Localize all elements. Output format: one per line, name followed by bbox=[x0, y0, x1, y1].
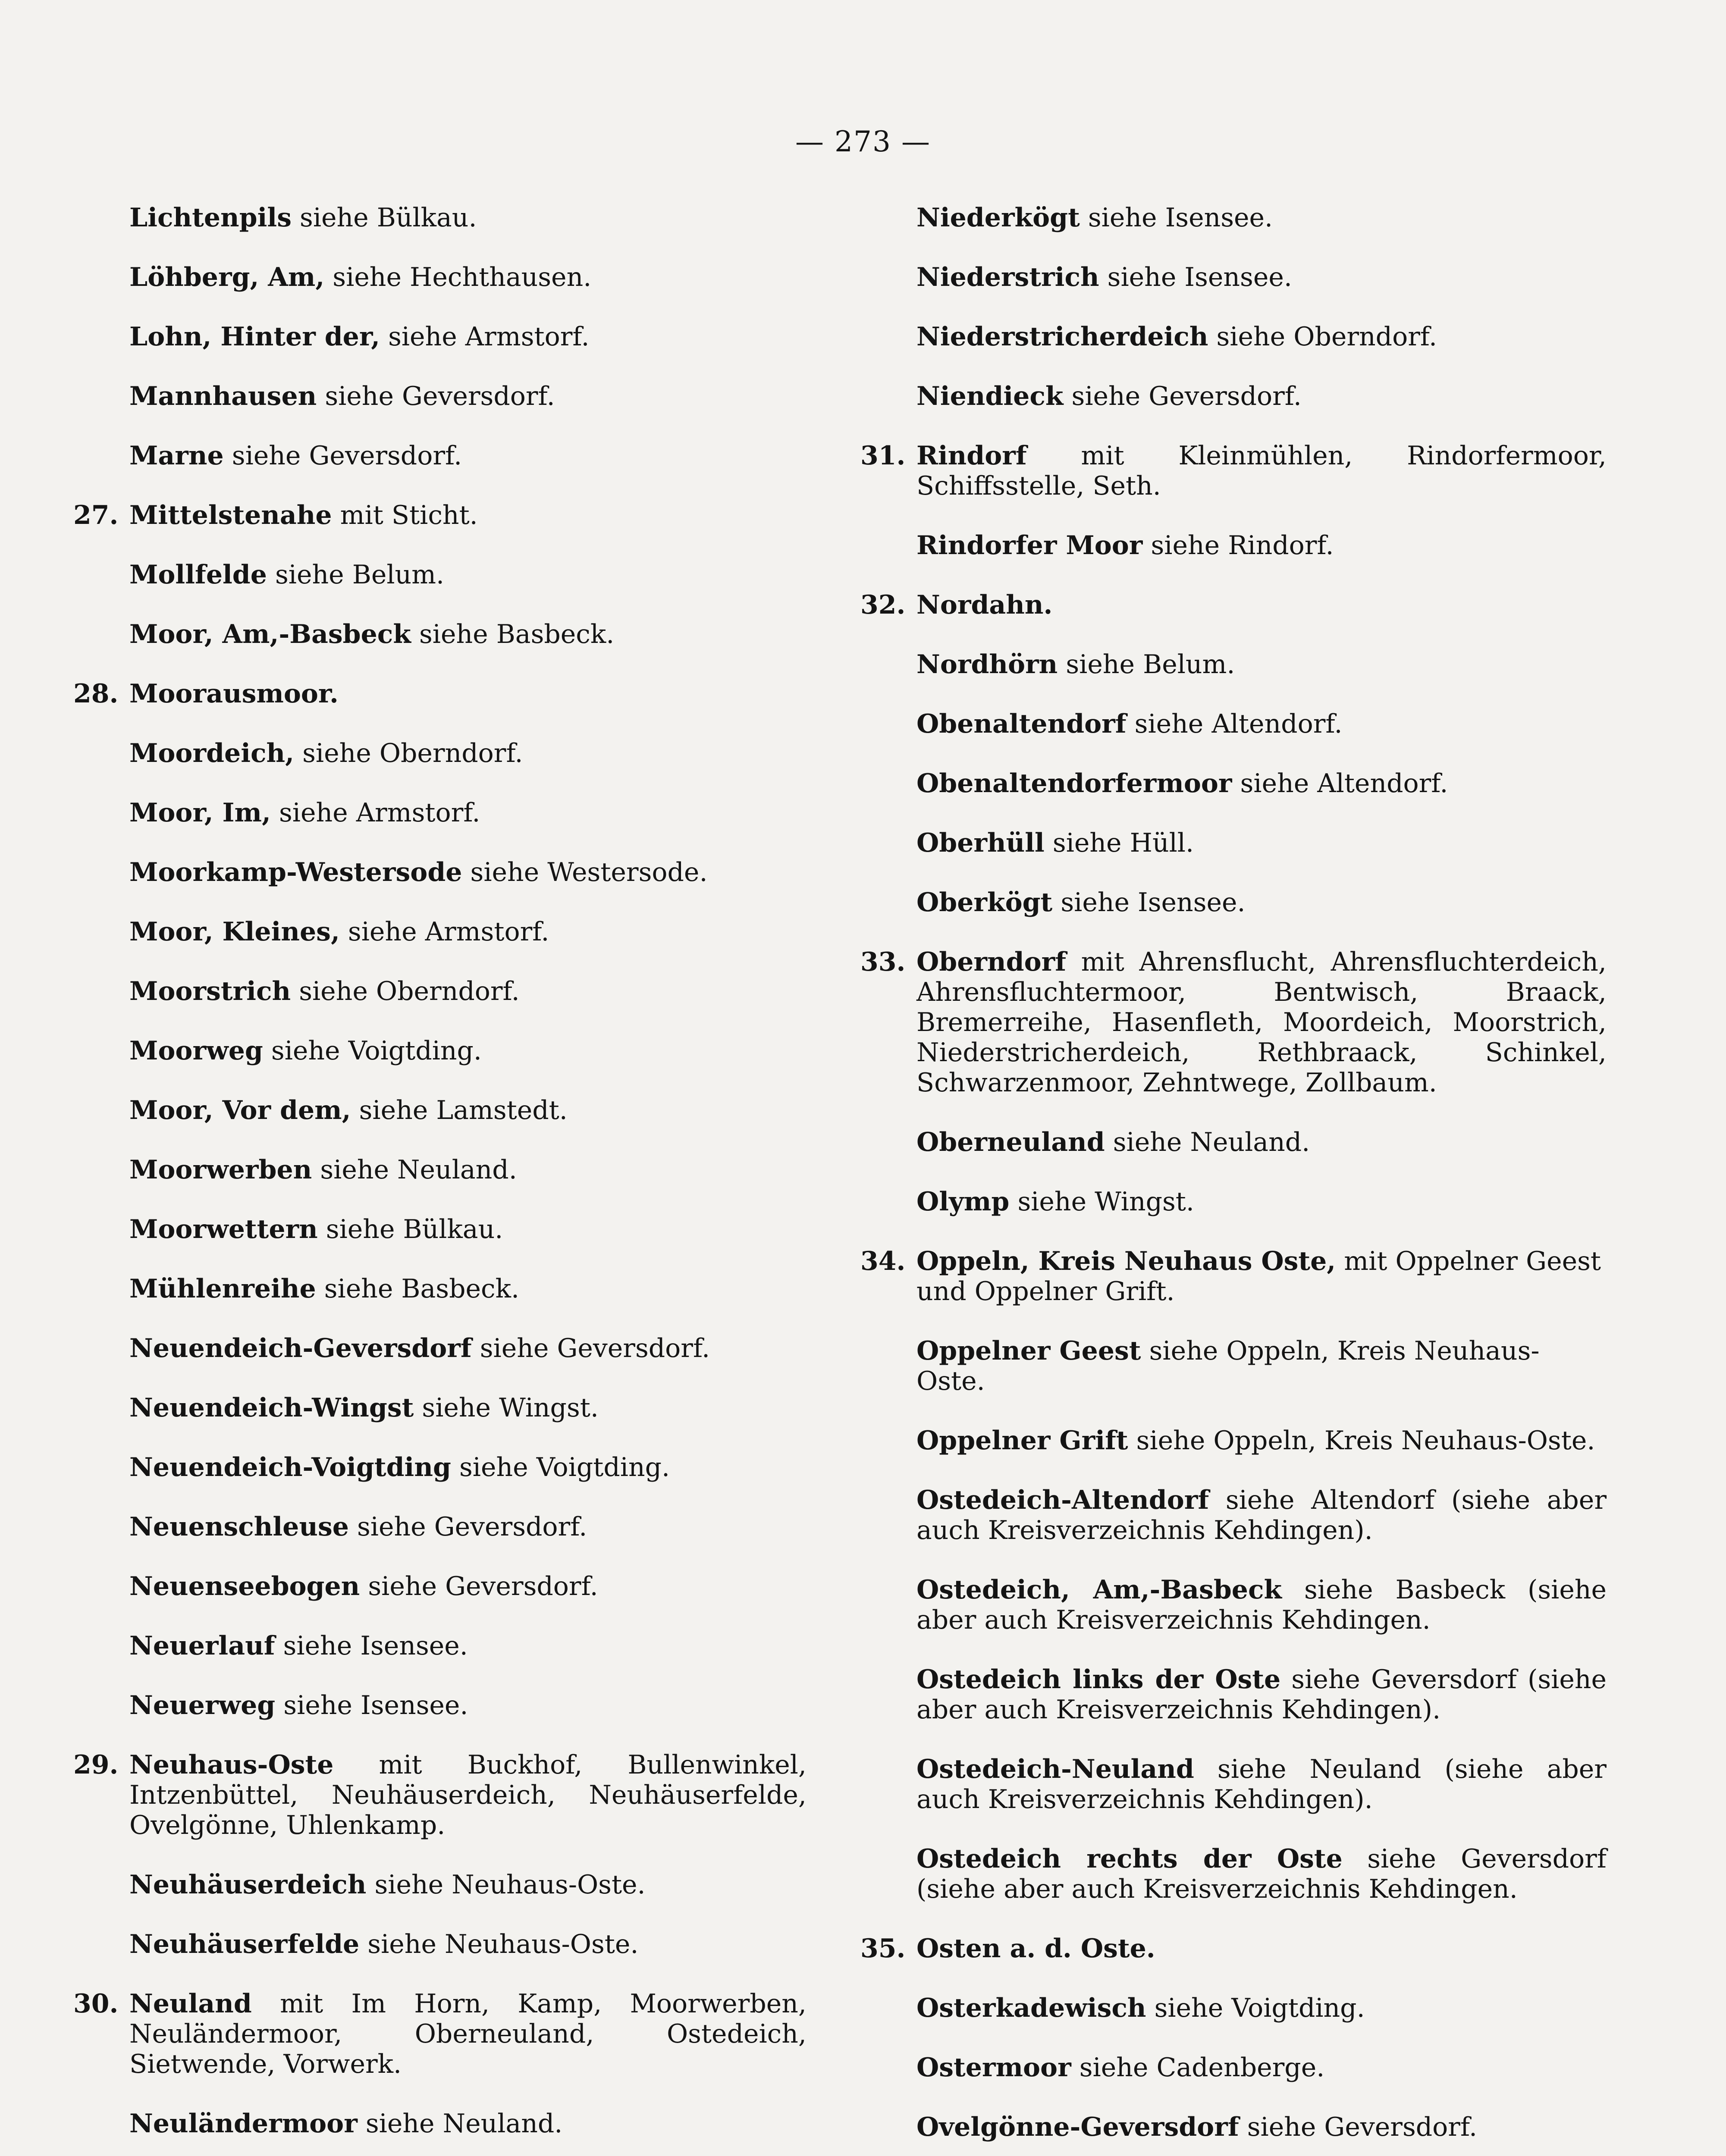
place-name: Niederkögt bbox=[916, 203, 1080, 233]
entry-reference: siehe Oberndorf. bbox=[291, 976, 520, 1006]
index-entry bbox=[860, 828, 1607, 858]
entry-number: 35. bbox=[860, 1934, 906, 1964]
entry-text bbox=[73, 1750, 807, 1840]
entry-text bbox=[73, 679, 807, 709]
place-name: Neuendeich-Voigtding bbox=[129, 1452, 451, 1482]
entry-reference: siehe Neuland. bbox=[1105, 1127, 1310, 1157]
entry-reference: siehe Belum. bbox=[1058, 649, 1235, 680]
entry-text bbox=[73, 322, 807, 352]
entry-number: 28. bbox=[73, 679, 119, 709]
place-name: Neuendeich-Wingst bbox=[129, 1393, 414, 1423]
place-name: Lichtenpils bbox=[129, 203, 292, 233]
entry-number: 30. bbox=[73, 1989, 119, 2019]
index-entry bbox=[860, 2112, 1607, 2142]
entry-reference: siehe Isensee. bbox=[1052, 887, 1246, 918]
entry-number: 27. bbox=[73, 500, 119, 530]
index-entry bbox=[73, 857, 807, 887]
left-column bbox=[73, 203, 807, 2156]
entry-number: 33. bbox=[860, 947, 906, 977]
index-entry bbox=[860, 1754, 1607, 1814]
entry-text bbox=[73, 262, 807, 292]
index-entry bbox=[860, 322, 1607, 352]
place-name: Ostermoor bbox=[916, 2053, 1071, 2083]
index-entry bbox=[73, 1155, 807, 1185]
index-entry bbox=[73, 1274, 807, 1304]
entry-number: 29. bbox=[73, 1750, 119, 1780]
place-name: Neuerlauf bbox=[129, 1631, 275, 1661]
entry-reference: siehe Geversdorf. bbox=[348, 1512, 587, 1542]
index-entry bbox=[73, 1750, 807, 1840]
place-name: Osterkadewisch bbox=[916, 1993, 1146, 2023]
entry-text bbox=[73, 441, 807, 471]
index-entry bbox=[860, 1127, 1607, 1157]
place-name: Mannhausen bbox=[129, 381, 317, 411]
index-entry bbox=[860, 1993, 1607, 2023]
entry-text bbox=[73, 917, 807, 947]
place-name: Neuendeich-Geversdorf bbox=[129, 1333, 472, 1363]
index-entry bbox=[860, 530, 1607, 561]
index-entry bbox=[73, 560, 807, 590]
index-entry bbox=[860, 1934, 1607, 1964]
index-entry bbox=[860, 590, 1607, 620]
place-name: Moordeich, bbox=[129, 738, 295, 768]
place-name: Neuenschleuse bbox=[129, 1512, 349, 1542]
index-entry bbox=[73, 1870, 807, 1900]
entry-reference: siehe Neuland. bbox=[357, 2109, 563, 2139]
place-name: Neuländermoor bbox=[129, 2109, 358, 2139]
entry-reference: siehe Basbeck. bbox=[316, 1274, 520, 1304]
index-entry bbox=[73, 798, 807, 828]
entry-reference: siehe Cadenberge. bbox=[1071, 2053, 1325, 2083]
place-name: Moorwettern bbox=[129, 1214, 318, 1244]
index-entry bbox=[860, 1575, 1607, 1635]
entry-reference: siehe Isensee. bbox=[275, 1690, 468, 1720]
index-entry bbox=[73, 1989, 807, 2079]
entry-text bbox=[860, 1664, 1607, 1725]
entry-text bbox=[73, 1095, 807, 1125]
entry-text bbox=[860, 322, 1607, 352]
place-name: Mühlenreihe bbox=[129, 1274, 316, 1304]
place-name: Neuhäuserdeich bbox=[129, 1870, 367, 1900]
place-name: Ostedeich rechts der Oste bbox=[916, 1844, 1343, 1874]
place-name: Obenaltendorfermoor bbox=[916, 768, 1232, 799]
entry-text bbox=[73, 738, 807, 768]
entry-reference: siehe Voigtding. bbox=[1146, 1993, 1365, 2023]
index-entry bbox=[860, 887, 1607, 918]
entry-text bbox=[73, 500, 807, 530]
entry-text bbox=[73, 2109, 807, 2139]
index-entry bbox=[860, 1187, 1607, 1217]
entry-reference: siehe Geversdorf (siehe aber auch Kreisverzeichnis Kehdingen. bbox=[916, 1844, 1607, 1904]
entry-text bbox=[860, 1336, 1607, 1396]
entry-reference: siehe Altendorf. bbox=[1232, 768, 1448, 799]
entry-reference: siehe Geversdorf. bbox=[1239, 2112, 1478, 2142]
entry-text bbox=[73, 1512, 807, 1542]
entry-text bbox=[860, 1246, 1607, 1307]
entry-reference: mit Buckhof, Bullenwinkel, Intzenbüttel, Neuhäuserdeich, Neuhäuserfelde, Ovelgönne, Uhlenkamp. bbox=[129, 1750, 807, 1840]
index-entry bbox=[860, 1336, 1607, 1396]
entry-text bbox=[73, 1274, 807, 1304]
entry-text bbox=[860, 887, 1607, 918]
entry-text bbox=[860, 1127, 1607, 1157]
entry-text bbox=[860, 2112, 1607, 2142]
index-entry bbox=[860, 1664, 1607, 1725]
index-entry bbox=[73, 381, 807, 411]
index-entry bbox=[73, 976, 807, 1006]
entry-text bbox=[860, 947, 1607, 1098]
entry-reference: siehe Wingst. bbox=[1009, 1187, 1194, 1217]
index-entry bbox=[860, 441, 1607, 501]
entry-reference: siehe Belum. bbox=[267, 560, 445, 590]
entry-text bbox=[860, 381, 1607, 411]
place-name: Mollfelde bbox=[129, 560, 267, 590]
entry-reference: siehe Neuland (siehe aber auch Kreisverzeichnis Kehdingen). bbox=[916, 1754, 1607, 1814]
index-entry bbox=[860, 2053, 1607, 2083]
place-name: Ostedeich-Altendorf bbox=[916, 1485, 1209, 1515]
entry-text bbox=[73, 1571, 807, 1601]
place-name: Moor, Am,-Basbeck bbox=[129, 619, 411, 649]
entry-reference: siehe Wingst. bbox=[414, 1393, 599, 1423]
entry-text bbox=[860, 1934, 1607, 1964]
entry-text bbox=[73, 1036, 807, 1066]
place-name: Moor, Im, bbox=[129, 798, 271, 828]
entry-reference: siehe Hüll. bbox=[1044, 828, 1194, 858]
index-entry bbox=[73, 619, 807, 649]
entry-reference: mit Oppelner Geest und Oppelner Grift. bbox=[916, 1246, 1601, 1307]
entry-number: 34. bbox=[860, 1246, 906, 1276]
entry-text bbox=[860, 828, 1607, 858]
entry-reference: siehe Oberndorf. bbox=[294, 738, 523, 768]
entry-text bbox=[860, 1187, 1607, 1217]
index-entry bbox=[860, 262, 1607, 292]
index-entry bbox=[73, 1929, 807, 1959]
index-entry bbox=[73, 1393, 807, 1423]
place-name: Moorstrich bbox=[129, 976, 291, 1006]
entry-reference: siehe Rindorf. bbox=[1142, 530, 1334, 561]
place-name: Moorkamp-Westersode bbox=[129, 857, 462, 887]
place-name: Niendieck bbox=[916, 381, 1064, 411]
entry-reference: siehe Geversdorf. bbox=[471, 1333, 710, 1363]
place-name: Mittelstenahe bbox=[129, 500, 332, 530]
entry-reference: siehe Geversdorf. bbox=[360, 1571, 598, 1601]
entry-reference: siehe Basbeck (siehe aber auch Kreisverzeichnis Kehdingen. bbox=[916, 1575, 1607, 1635]
entry-text bbox=[73, 1214, 807, 1244]
entry-number: 32. bbox=[860, 590, 906, 620]
entry-reference: siehe Armstorf. bbox=[380, 322, 590, 352]
entry-text bbox=[860, 441, 1607, 501]
entry-text bbox=[73, 1452, 807, 1482]
index-entry bbox=[73, 1512, 807, 1542]
index-entry bbox=[860, 1246, 1607, 1307]
index-entry bbox=[860, 1844, 1607, 1904]
index-entry bbox=[73, 203, 807, 233]
index-entry bbox=[73, 679, 807, 709]
entry-reference: siehe Isensee. bbox=[275, 1631, 468, 1661]
place-name: Niederstricherdeich bbox=[916, 322, 1208, 352]
entry-reference: siehe Geversdorf. bbox=[223, 441, 462, 471]
place-name: Niederstrich bbox=[916, 262, 1099, 292]
place-name: Oberkögt bbox=[916, 887, 1053, 918]
index-entry bbox=[73, 917, 807, 947]
place-name: Oberndorf bbox=[916, 947, 1067, 977]
entry-text bbox=[860, 203, 1607, 233]
place-name: Oppeln, Kreis Neuhaus Oste, bbox=[916, 1246, 1336, 1276]
entry-reference: siehe Geversdorf. bbox=[317, 381, 555, 411]
index-entry bbox=[73, 1333, 807, 1363]
place-name: Ostedeich-Neuland bbox=[916, 1754, 1194, 1784]
entry-reference: siehe Neuhaus-Oste. bbox=[359, 1929, 639, 1959]
entry-number: 31. bbox=[860, 441, 906, 471]
place-name: Rindorfer Moor bbox=[916, 530, 1143, 561]
entry-reference: siehe Oppeln, Kreis Neuhaus-Oste. bbox=[1128, 1426, 1595, 1456]
entry-text bbox=[860, 768, 1607, 799]
entry-text bbox=[860, 2053, 1607, 2083]
index-entry bbox=[860, 1426, 1607, 1456]
entry-text bbox=[73, 1631, 807, 1661]
entry-reference: siehe Basbeck. bbox=[411, 619, 615, 649]
entry-text bbox=[860, 530, 1607, 561]
entry-reference: mit Im Horn, Kamp, Moorwerben, Neuländermoor, Oberneuland, Ostedeich, Sietwende, Vorwerk. bbox=[129, 1989, 807, 2079]
place-name: Neuhäuserfelde bbox=[129, 1929, 360, 1959]
index-entry bbox=[73, 1571, 807, 1601]
entry-reference: siehe Neuland. bbox=[312, 1155, 517, 1185]
entry-text bbox=[860, 1754, 1607, 1814]
entry-text bbox=[73, 1393, 807, 1423]
entry-reference: mit Kleinmühlen, Rindorfermoor, Schiffsstelle, Seth. bbox=[916, 441, 1607, 501]
page-number: — 273 — bbox=[795, 125, 931, 158]
place-name: Moorweg bbox=[129, 1036, 263, 1066]
entry-reference: mit Ahrensflucht, Ahrensfluchterdeich, Ahrensfluchtermoor, Bentwisch, Braack, Bremerreihe, Hasenfleth, Moordeich, Moorstrich, Niederstricherdeich, Rethbraack, Schinkel, Schwarzenmoor, Zehntwege, Zollbaum. bbox=[916, 947, 1607, 1098]
entry-text bbox=[860, 262, 1607, 292]
place-name: Osten a. d. Oste. bbox=[916, 1934, 1155, 1964]
index-entry bbox=[73, 322, 807, 352]
entry-reference: siehe Armstorf. bbox=[270, 798, 480, 828]
entry-text bbox=[73, 381, 807, 411]
index-entry bbox=[860, 381, 1607, 411]
entry-text bbox=[860, 1844, 1607, 1904]
index-entry bbox=[73, 1214, 807, 1244]
entry-reference: mit Sticht. bbox=[332, 500, 478, 530]
entry-text bbox=[73, 1989, 807, 2079]
place-name: Oberhüll bbox=[916, 828, 1045, 858]
entry-text bbox=[73, 857, 807, 887]
index-entry bbox=[73, 1036, 807, 1066]
index-entry bbox=[73, 1690, 807, 1720]
entry-text bbox=[73, 1333, 807, 1363]
entry-reference: siehe Altendorf (siehe aber auch Kreisverzeichnis Kehdingen). bbox=[916, 1485, 1607, 1545]
entry-text bbox=[73, 1690, 807, 1720]
entry-reference: siehe Voigtding. bbox=[263, 1036, 482, 1066]
entry-reference: siehe Isensee. bbox=[1080, 203, 1273, 233]
place-name: Moor, Vor dem, bbox=[129, 1095, 351, 1125]
index-entry bbox=[860, 1485, 1607, 1545]
place-name: Neuland bbox=[129, 1989, 252, 2019]
entry-text bbox=[860, 1575, 1607, 1635]
place-name: Rindorf bbox=[916, 441, 1027, 471]
entry-text bbox=[73, 619, 807, 649]
index-entry bbox=[73, 441, 807, 471]
entry-text bbox=[860, 709, 1607, 739]
place-name: Neuerweg bbox=[129, 1690, 276, 1720]
place-name: Moor, Kleines, bbox=[129, 917, 340, 947]
entry-text bbox=[73, 1870, 807, 1900]
index-entry bbox=[73, 500, 807, 530]
entry-reference: siehe Armstorf. bbox=[339, 917, 549, 947]
entry-text bbox=[860, 1485, 1607, 1545]
entry-reference: siehe Westersode. bbox=[462, 857, 708, 887]
entry-reference: siehe Oppeln, Kreis Neuhaus-Oste. bbox=[916, 1336, 1540, 1396]
index-entry bbox=[73, 1095, 807, 1125]
entry-text bbox=[860, 1426, 1607, 1456]
entry-reference: siehe Oberndorf. bbox=[1208, 322, 1437, 352]
entry-reference: siehe Bülkau. bbox=[291, 203, 477, 233]
place-name: Löhberg, Am, bbox=[129, 262, 325, 292]
place-name: Ostedeich, Am,-Basbeck bbox=[916, 1575, 1282, 1605]
entry-text bbox=[73, 798, 807, 828]
entry-text bbox=[860, 1993, 1607, 2023]
entry-text bbox=[73, 203, 807, 233]
index-entry bbox=[860, 649, 1607, 680]
index-entry bbox=[860, 709, 1607, 739]
place-name: Obenaltendorf bbox=[916, 709, 1127, 739]
place-name: Moorwerben bbox=[129, 1155, 312, 1185]
index-entry bbox=[73, 1631, 807, 1661]
index-entry bbox=[73, 2109, 807, 2139]
entry-reference: siehe Bülkau. bbox=[317, 1214, 503, 1244]
place-name: Moorausmoor. bbox=[129, 679, 339, 709]
entry-text bbox=[73, 1929, 807, 1959]
place-name: Oberneuland bbox=[916, 1127, 1105, 1157]
entry-text bbox=[73, 560, 807, 590]
entry-text bbox=[860, 590, 1607, 620]
entry-reference: siehe Voigtding. bbox=[451, 1452, 670, 1482]
entry-text bbox=[73, 1155, 807, 1185]
index-entry bbox=[73, 738, 807, 768]
entry-reference: siehe Isensee. bbox=[1099, 262, 1292, 292]
entry-reference: siehe Geversdorf (siehe aber auch Kreisverzeichnis Kehdingen). bbox=[916, 1664, 1607, 1725]
index-entry bbox=[860, 203, 1607, 233]
place-name: Olymp bbox=[916, 1187, 1010, 1217]
place-name: Ostedeich links der Oste bbox=[916, 1664, 1281, 1695]
place-name: Neuhaus-Oste bbox=[129, 1750, 334, 1780]
index-entry bbox=[860, 947, 1607, 1098]
entry-reference: siehe Geversdorf. bbox=[1063, 381, 1302, 411]
place-name: Lohn, Hinter der, bbox=[129, 322, 380, 352]
index-entry bbox=[73, 1452, 807, 1482]
place-name: Ovelgönne-Geversdorf bbox=[916, 2112, 1239, 2142]
entry-reference: siehe Altendorf. bbox=[1126, 709, 1343, 739]
entry-text bbox=[73, 976, 807, 1006]
place-name: Oppelner Grift bbox=[916, 1426, 1128, 1456]
place-name: Neuenseebogen bbox=[129, 1571, 360, 1601]
index-entry bbox=[860, 768, 1607, 799]
index-entry bbox=[73, 262, 807, 292]
entry-text bbox=[860, 649, 1607, 680]
entry-reference: siehe Hechthausen. bbox=[324, 262, 592, 292]
place-name: Nordahn. bbox=[916, 590, 1053, 620]
entry-reference: siehe Neuhaus-Oste. bbox=[366, 1870, 646, 1900]
right-column bbox=[860, 203, 1607, 2156]
place-name: Oppelner Geest bbox=[916, 1336, 1141, 1366]
place-name: Nordhörn bbox=[916, 649, 1058, 680]
entry-reference: siehe Lamstedt. bbox=[351, 1095, 568, 1125]
place-name: Marne bbox=[129, 441, 224, 471]
